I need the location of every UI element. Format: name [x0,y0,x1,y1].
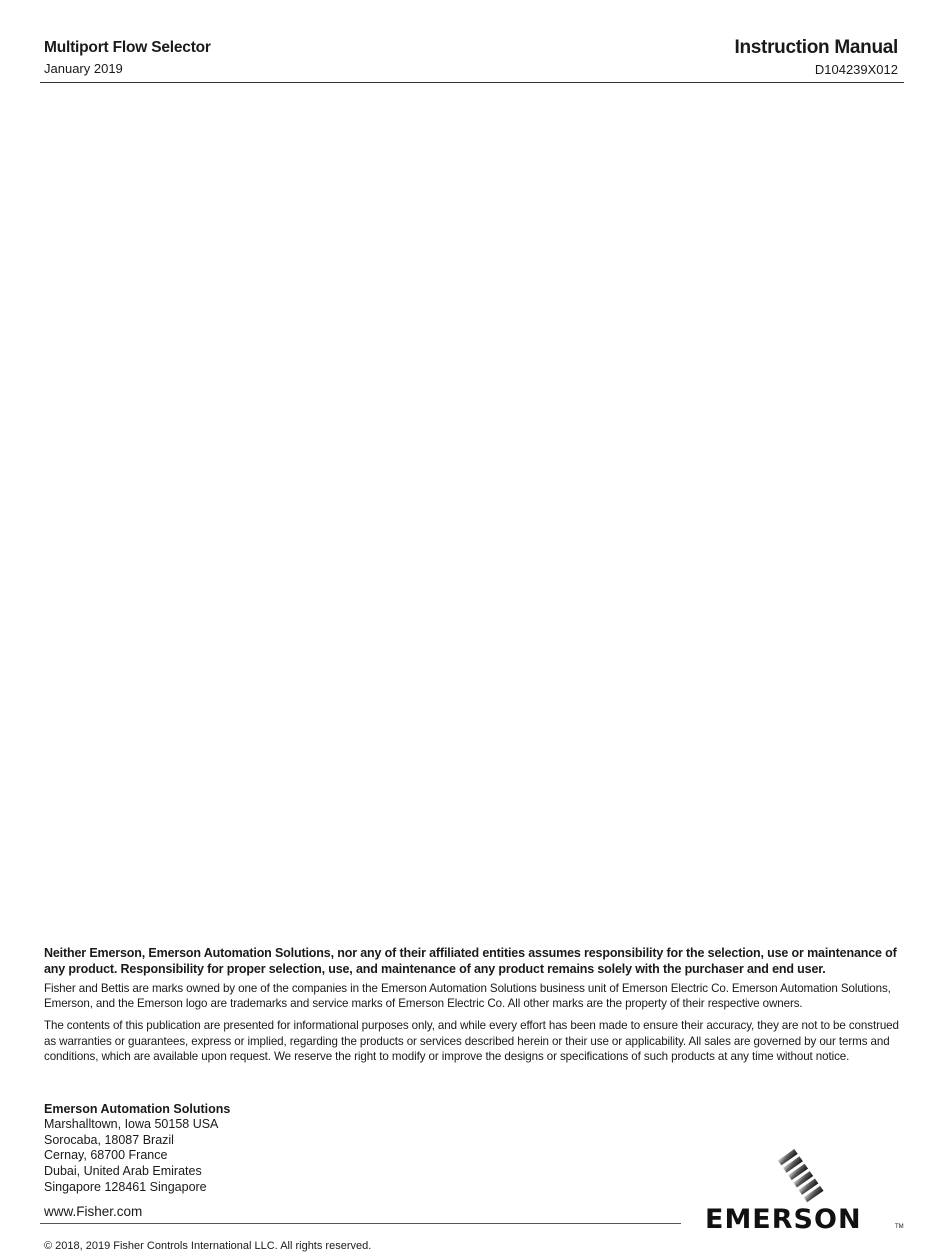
trademark-symbol: TM [895,1224,904,1230]
liability-disclaimer: Neither Emerson, Emerson Automation Solutions, nor any of their affiliated entities assumes responsibility for the selection, use or maintenance of any product. Responsibility for proper selection, use, and maintenance of any product remains solely with the purchaser and end user. [44,946,897,976]
copyright-notice: © 2018, 2019 Fisher Controls International LLC. All rights reserved. [44,1240,372,1252]
emerson-logo-mark-icon [777,1148,825,1204]
disclaimer-block [44,945,902,1071]
publication-date: January 2019 [44,61,123,76]
company-name: Emerson Automation Solutions [44,1102,231,1116]
address-line: Marshalltown, Iowa 50158 USA [44,1117,219,1131]
address-line: Cernay, 68700 France [44,1148,168,1163]
emerson-logo [705,1148,905,1236]
address-line: Singapore 128461 Singapore [44,1179,207,1194]
content-notice: The contents of this publication are presented for informational purposes only, and while every effort has been made to ensure their accuracy, they are not to be construed as warranties or guarantees, express or implied, regarding the products or services described herein or their use or applicability. All sales are governed by our terms and conditions, which are available upon request. We reserve the right to modify or improve the designs or specifications of such products at any time without notice. [44,1019,899,1063]
address-line: Dubai, United Arab Emirates [44,1164,202,1179]
website-link[interactable]: www.Fisher.com [44,1204,143,1219]
header-right [735,36,899,78]
address-line: Sorocaba, 18087 Brazil [44,1132,174,1147]
document-title: Multiport Flow Selector [44,39,211,56]
header-left [44,38,211,78]
header-divider [40,82,904,83]
footer-divider [40,1223,681,1224]
emerson-wordmark: EMERSON [705,1204,862,1235]
address-block [44,1101,230,1196]
manual-title: Instruction Manual [734,37,898,58]
document-number: D104239X012 [814,62,898,77]
trademark-notice: Fisher and Bettis are marks owned by one of the companies in the Emerson Automation Solutions business unit of Emerson Electric Co. Emerson Automation Solutions, Emerson, and the Emerson logo are trademarks and service marks of Emerson Electric Co. All other marks are the property of their respective owners. [44,982,891,1011]
